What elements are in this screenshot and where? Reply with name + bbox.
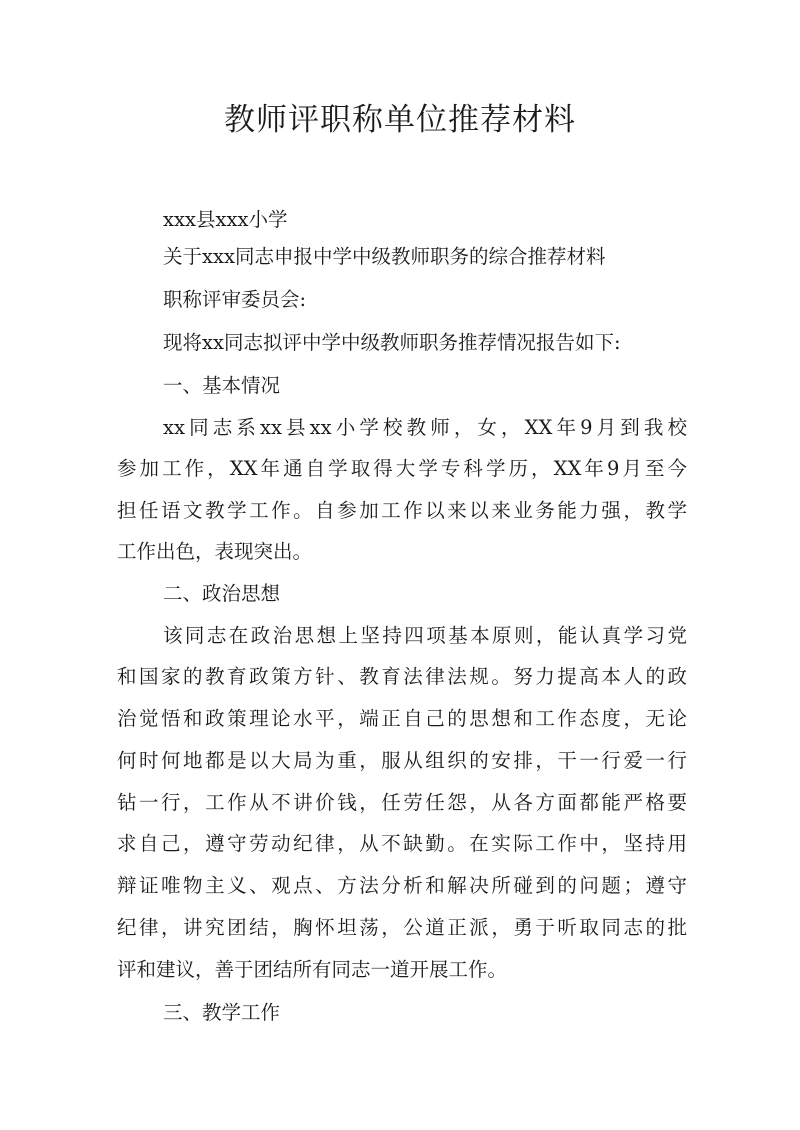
section1-line: xx同志系xx县xx小学校教师，女，XX年9月到我校: [163, 416, 687, 439]
section2-line: 治觉悟和政策理论水平，端正自己的思想和工作态度，无论: [117, 707, 687, 730]
section1-line: 工作出色，表现突出。: [117, 540, 313, 563]
addressee: 职称评审委员会:: [163, 288, 307, 311]
section2-line: 何时何地都是以大局为重，服从组织的安排，干一行爱一行: [117, 749, 687, 772]
section2-heading: 二、政治思想: [163, 582, 281, 605]
section1-line: 参加工作，XX年通自学取得大学专科学历，XX年9月至今: [117, 457, 687, 480]
section2-line: 评和建议，善于团结所有同志一道开展工作。: [117, 958, 508, 981]
section2-line: 求自己，遵守劳动纪律，从不缺勤。在实际工作中，坚持用: [117, 832, 687, 855]
school-name: xxx县xxx小学: [163, 208, 288, 231]
section2-line: 钻一行，工作从不讲价钱，任劳任怨，从各方面都能严格要: [117, 791, 687, 814]
section1-heading: 一、基本情况: [163, 374, 281, 397]
section3-heading: 三、教学工作: [163, 1001, 281, 1024]
section2-line: 该同志在政治思想上坚持四项基本原则，能认真学习党: [163, 624, 687, 647]
document-title: 教师评职称单位推荐材料: [224, 102, 576, 138]
section2-line: 辩证唯物主义、观点、方法分析和解决所碰到的问题；遵守: [117, 874, 687, 897]
intro-paragraph: 现将xx同志拟评中学中级教师职务推荐情况报告如下:: [163, 331, 621, 354]
subject-line: 关于xxx同志申报中学中级教师职务的综合推荐材料: [163, 245, 606, 268]
section1-line: 担任语文教学工作。自参加工作以来以来业务能力强，教学: [117, 499, 687, 522]
section2-line: 和国家的教育政策方针、教育法律法规。努力提高本人的政: [117, 665, 687, 688]
section2-line: 纪律，讲究团结，胸怀坦荡，公道正派，勇于听取同志的批: [117, 916, 687, 939]
